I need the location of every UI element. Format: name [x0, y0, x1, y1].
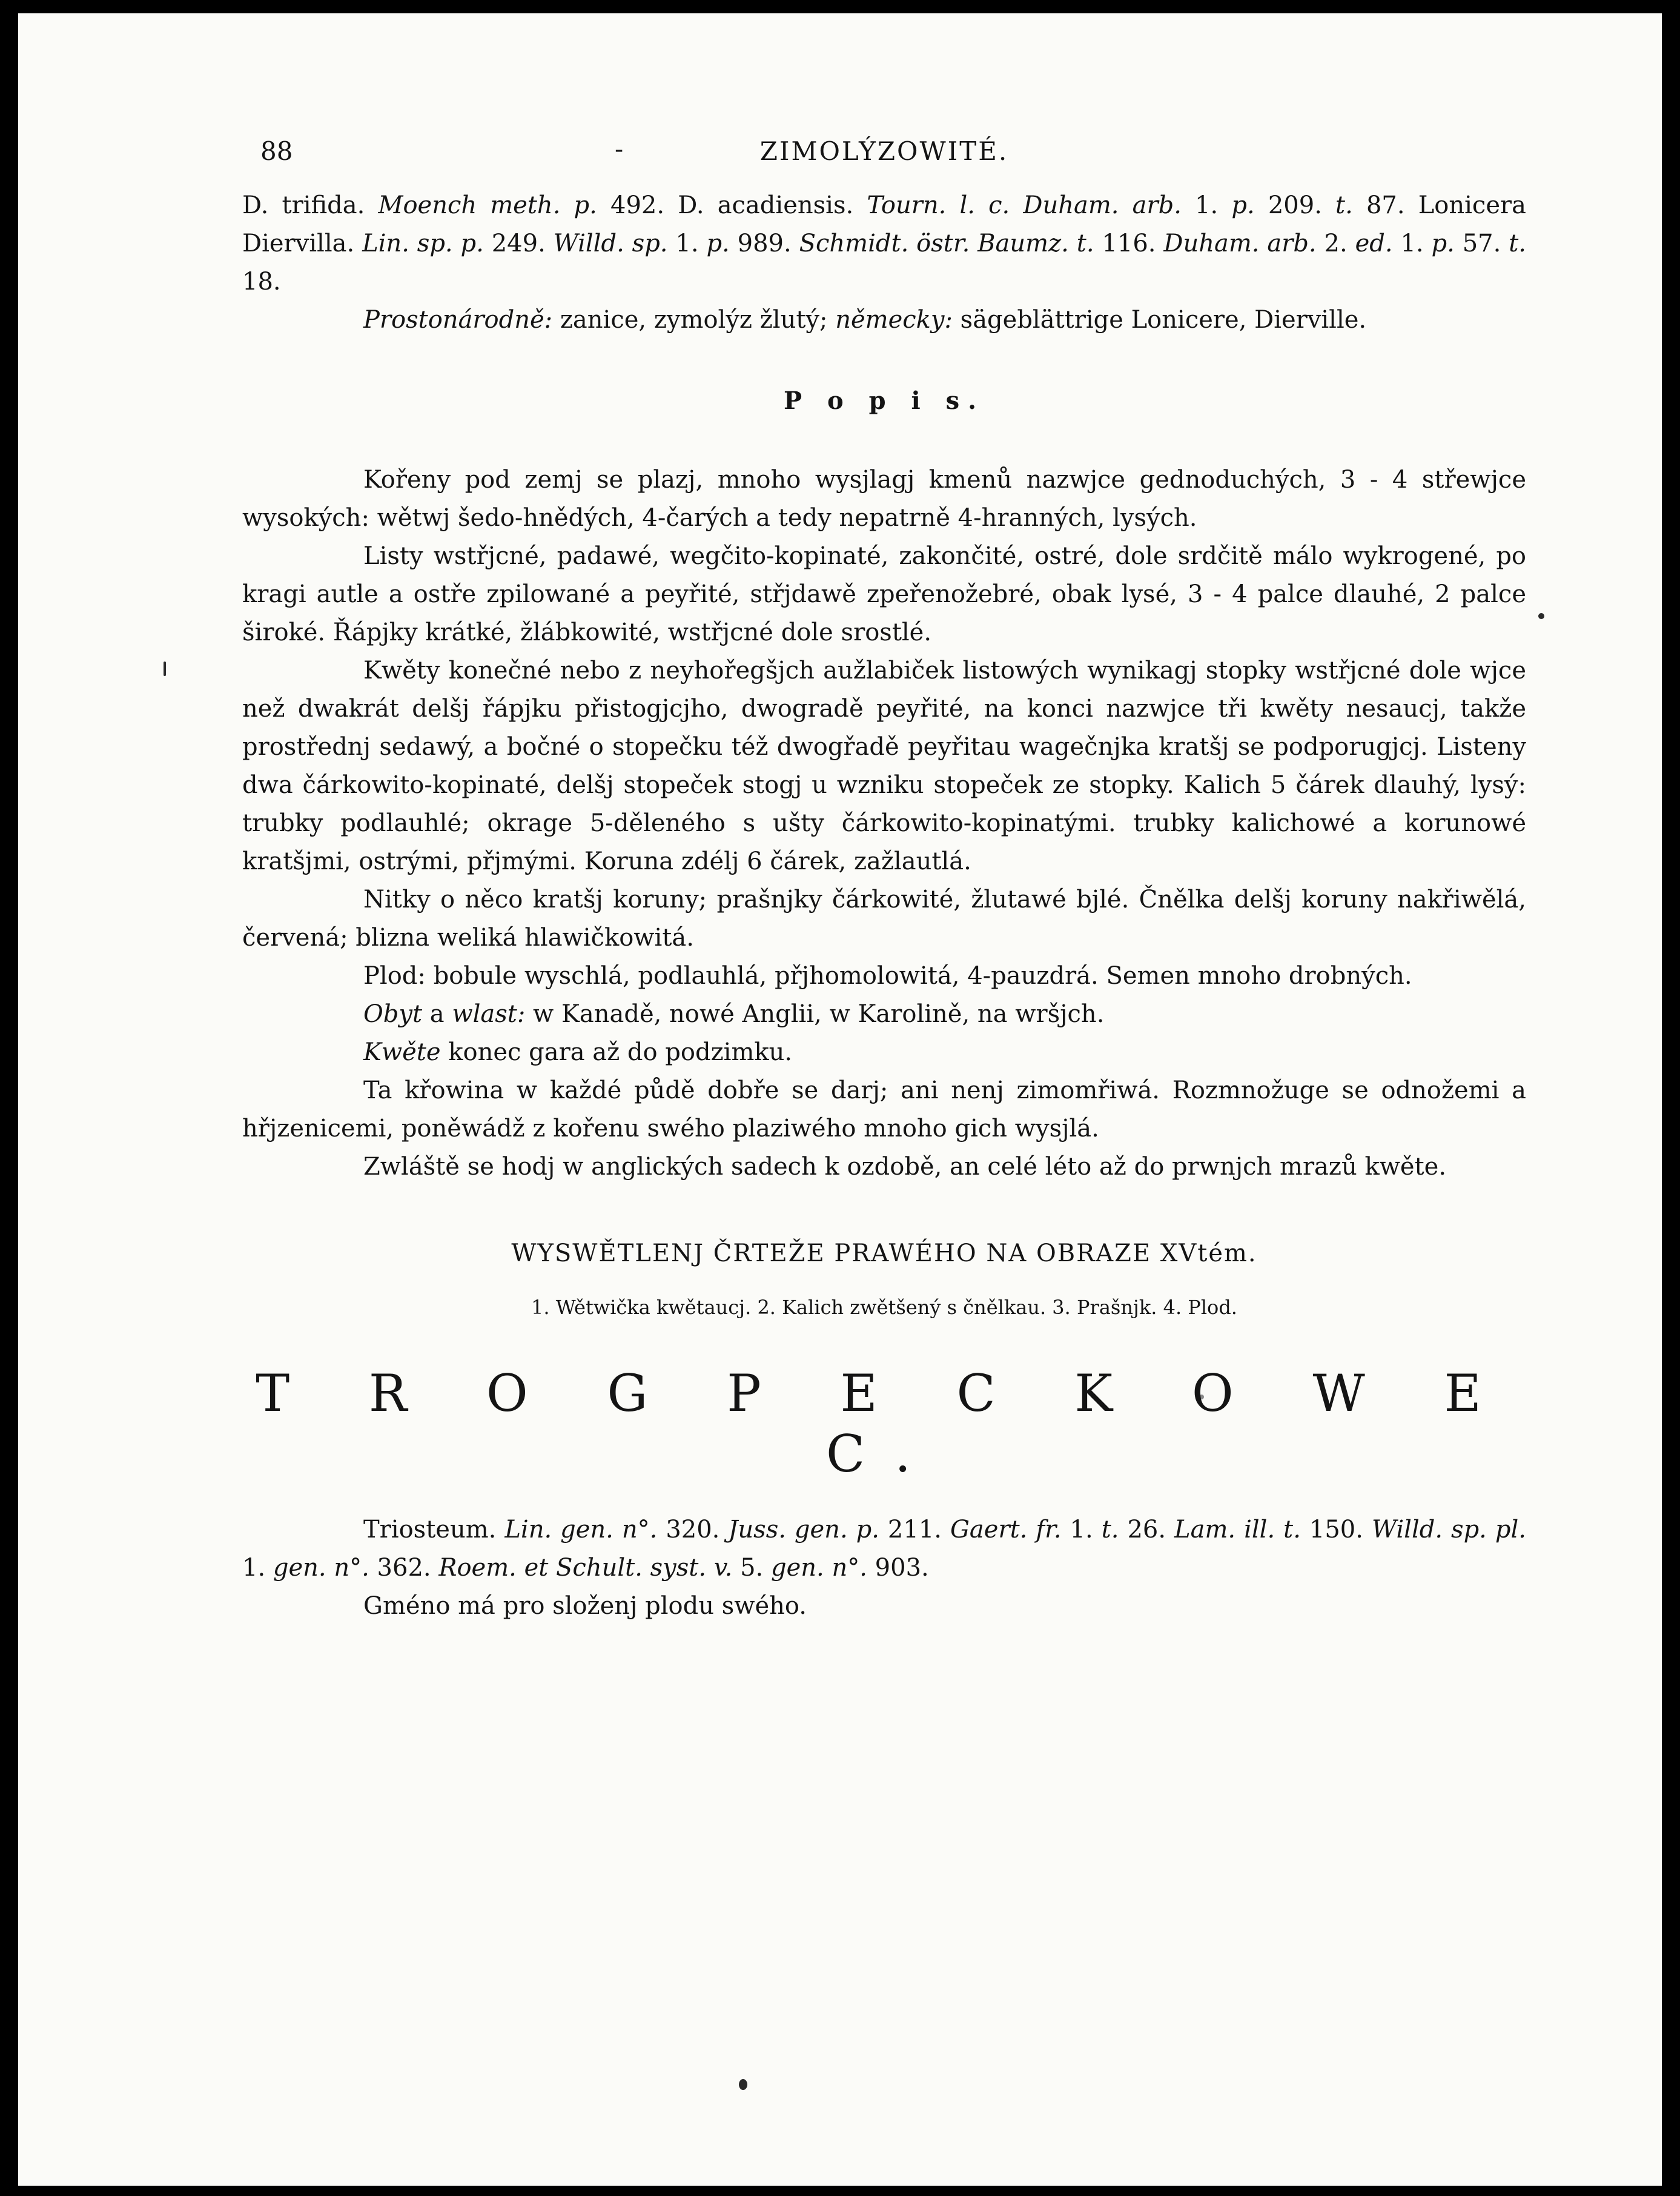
- reference-fragment: Roem. et Schult. syst. v.: [431, 1554, 733, 1582]
- description-heading: P o p i s.: [783, 386, 985, 415]
- genus-references: [242, 1511, 1526, 1587]
- running-title: ZIMOLÝZOWITÉ.: [759, 136, 1009, 166]
- reference-fragment: gen. n°.: [265, 1554, 369, 1582]
- page-content: [242, 128, 1526, 1625]
- plate-legend: 1. Wětwička kwětaucj. 2. Kalich zwětšený s čnělkau. 3. Prašnjk. 4. Plod.: [531, 1296, 1237, 1319]
- reference-fragment: 903.: [867, 1554, 929, 1582]
- habitat: [242, 995, 1526, 1033]
- reference-fragment: p.: [698, 230, 730, 257]
- description-flowers: Kwěty konečné nebo z neyhořegšjch aužlabiček listowých wynikagj stopky wstřjcné dole wjce než dwakrát delšj řápjku přistogjcjho, dwogradě peyřité, na konci nazwjce tři kwěty nesaucj, takže prostřednj sedawý, a bočné o stopečku též dwogřadě peyřitau wagečnjka kratšj se podporugjcj. Listeny dwa čárkowito-kopinaté, delšj stopeček stogj u wzniku stopeček ze stopky. Kalich 5 čárek dlauhý, lysý: trubky podlauhlé; okrage 5-děleného s ušty čárkowito-kopinatými. trubky kalichowé a korunowé kratšjmi, ostrými, přjmými. Koruna zdélj 6 čárek, zažlautlá.: [242, 657, 1526, 875]
- reference-fragment: 249.: [483, 230, 546, 257]
- vernacular-fragment: zanice, zymolýz žlutý;: [552, 306, 828, 334]
- reference-fragment: 1.: [667, 230, 699, 257]
- habitat-label: Obyt: [363, 1000, 423, 1028]
- genus-title: T R O G P E C K O W E C.: [256, 1364, 1513, 1484]
- reference-fragment: Lin. sp. p.: [354, 230, 484, 257]
- reference-fragment: Willd. sp.: [545, 230, 668, 257]
- reference-fragment: 5.: [732, 1554, 764, 1582]
- description-leaves: Listy wstřjcné, padawé, wegčito-kopinaté, zakončité, ostré, dole srdčitě málo wykrogené, po kragi autle a ostře zpilowané a peyřité, střjdawě zpeřenožebré, obak lysé, 3 - 4 palce dlauhé, 2 palce široké. Řápjky krátké, žlábkowité, wstřjcné dole srostlé.: [242, 542, 1526, 646]
- reference-fragment: 1.: [1181, 191, 1219, 219]
- description: [242, 461, 1526, 1186]
- reference-fragment: t.: [1501, 230, 1526, 257]
- flowering-label: Kwěte: [363, 1038, 441, 1066]
- vernacular-fragment: německy:: [827, 306, 953, 334]
- reference-fragment: Gaert. fr.: [942, 1516, 1062, 1544]
- reference-fragment: Duham. arb.: [1010, 191, 1182, 219]
- reference-fragment: Schmidt. östr. Baumz. t.: [791, 230, 1094, 257]
- description-fruit: Plod: bobule wyschlá, podlauhlá, přjhomolowitá, 4-pauzdrá. Semen mnoho drobných.: [363, 962, 1412, 990]
- reference-fragment: 2.: [1316, 230, 1348, 257]
- reference-fragment: 492. D. acadiensis.: [597, 191, 854, 219]
- reference-fragment: Triosteum.: [363, 1516, 497, 1544]
- reference-fragment: 989.: [729, 230, 792, 257]
- page-number: 88: [260, 136, 293, 166]
- reference-fragment: Tourn. l. c.: [853, 191, 1010, 219]
- reference-fragment: 26.: [1119, 1516, 1166, 1544]
- flowering-text: konec gara až do podzimku.: [440, 1038, 793, 1066]
- description-stamens: Nitky o něco kratšj koruny; prašnjky čárkowité, žlutawé bjlé. Čnělka delšj koruny nakřiwělá, červená; blizna weliká hlawičkowitá.: [242, 886, 1526, 952]
- running-head-dash: -: [615, 134, 624, 164]
- reference-fragment: ed.: [1347, 230, 1393, 257]
- reference-fragment: Willd. sp. pl.: [1363, 1516, 1526, 1544]
- reference-fragment: 1.: [242, 1554, 266, 1582]
- reference-fragment: p.: [1218, 191, 1255, 219]
- reference-fragment: 1.: [1061, 1516, 1093, 1544]
- habitat-text: w Kanadě, nowé Anglii, w Karolině, na wršjch.: [525, 1000, 1105, 1028]
- ink-speck: [164, 662, 166, 676]
- reference-fragment: Duham. arb.: [1156, 230, 1317, 257]
- reference-fragment: D. trifida.: [242, 191, 365, 219]
- habitat-label-2: wlast:: [452, 1000, 526, 1028]
- reference-fragment: 362.: [369, 1554, 431, 1582]
- reference-fragment: 211.: [879, 1516, 942, 1544]
- flowering: [242, 1033, 1526, 1072]
- reference-fragment: 116.: [1094, 230, 1156, 257]
- habitat-conj: a: [422, 1000, 452, 1028]
- reference-fragment: 150.: [1300, 1516, 1363, 1544]
- reference-fragment: 209.: [1254, 191, 1322, 219]
- reference-fragment: 18.: [242, 268, 281, 296]
- description-roots: Kořeny pod zemj se plazj, mnoho wysjlagj kmenů nazwjce gednoduchých, 3 - 4 střewjce wysokých: wětwj šedo-hnědých, 4-čarých a tedy nepatrně 4-hranných, lysých.: [242, 466, 1526, 532]
- reference-fragment: gen. n°.: [763, 1554, 867, 1582]
- book-page: [18, 13, 1662, 2186]
- reference-fragment: p.: [1423, 230, 1455, 257]
- vernacular-fragment: Prostonárodně:: [363, 306, 553, 334]
- reference-fragment: Moench meth. p.: [365, 191, 597, 219]
- reference-fragment: t.: [1321, 191, 1353, 219]
- running-head: [242, 128, 1526, 171]
- ink-speck: [1538, 613, 1544, 619]
- reference-fragment: 320.: [657, 1516, 720, 1544]
- reference-fragment: 57.: [1454, 230, 1501, 257]
- reference-fragment: Juss. gen. p.: [719, 1516, 879, 1544]
- reference-fragment: 87. Lonicera Diervilla.: [242, 191, 1526, 257]
- ink-speck: [739, 2079, 747, 2090]
- vernacular-names: [242, 301, 1526, 339]
- culture-paragraph: Ta křowina w každé půdě dobře se darj; ani nenj zimomřiwá. Rozmnožuge se odnožemi a hřjzenicemi, poněwádž z kořenu swého plaziwého mnoho gich wysjlá.: [242, 1076, 1526, 1143]
- reference-fragment: t.: [1093, 1516, 1119, 1544]
- synonymy-references: [242, 187, 1526, 301]
- culture-paragraph: Zwláště se hodj w anglických sadech k ozdobě, an celé léto až do prwnjch mrazů kwěte.: [363, 1153, 1447, 1181]
- reference-fragment: Lam. ill. t.: [1166, 1516, 1301, 1544]
- reference-fragment: 1.: [1392, 230, 1424, 257]
- genus-etymology: Gméno má pro složenj plodu swého.: [363, 1592, 807, 1620]
- plate-explanation-title: WYSWĚTLENJ ČRTEŽE PRAWÉHO NA OBRAZE XVtém.: [511, 1239, 1257, 1267]
- reference-fragment: Lin. gen. n°.: [496, 1516, 658, 1544]
- vernacular-fragment: sägeblättrige Lonicere, Dierville.: [952, 306, 1367, 334]
